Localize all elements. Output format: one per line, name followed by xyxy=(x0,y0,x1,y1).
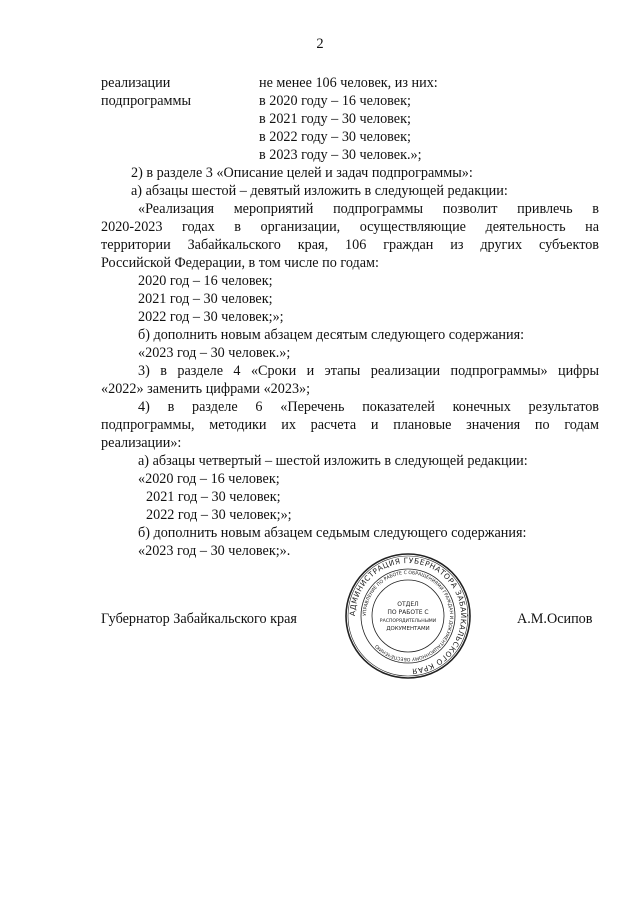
paragraph: а) абзацы четвертый – шестой изложить в следующей редакции: xyxy=(138,453,528,469)
paragraph-line: территории Забайкальского края, 106 граждан из других субъектов xyxy=(101,237,599,253)
official-stamp xyxy=(343,551,473,681)
paragraph-line: реализации»: xyxy=(101,435,182,451)
paragraph-line: подпрограммы, методики их расчета и плановые значения по годам xyxy=(101,417,599,433)
year-line: 2020 год – 16 человек; xyxy=(138,273,273,289)
paragraph-line: 2020-2023 годах в организации, осуществляющие деятельность на xyxy=(101,219,599,235)
stamp-center-line: ПО РАБОТЕ С xyxy=(387,609,429,616)
year-line: «2023 год – 30 человек.»; xyxy=(138,345,291,361)
table-value: в 2022 году – 30 человек; xyxy=(259,129,411,145)
stamp-center-line: ДОКУМЕНТАМИ xyxy=(386,626,430,632)
signatory-title: Губернатор Забайкальского края xyxy=(101,611,297,627)
table-value: в 2023 году – 30 человек.»; xyxy=(259,147,422,163)
paragraph-line: 4) в разделе 6 «Перечень показателей конечных результатов xyxy=(138,399,599,415)
paragraph: б) дополнить новым абзацем седьмым следующего содержания: xyxy=(138,525,527,541)
year-line: «2020 год – 16 человек; xyxy=(138,471,280,487)
year-line: «2023 год – 30 человек;». xyxy=(138,543,291,559)
year-line: 2021 год – 30 человек; xyxy=(146,489,281,505)
stamp-center-line: ОТДЕЛ xyxy=(397,601,419,608)
table-value: в 2021 году – 30 человек; xyxy=(259,111,411,127)
page-number: 2 xyxy=(316,36,324,52)
year-line: 2021 год – 30 человек; xyxy=(138,291,273,307)
paragraph-line: «2022» заменить цифрами «2023»; xyxy=(101,381,311,397)
paragraph-line: 3) в разделе 4 «Сроки и этапы реализации подпрограммы» цифры xyxy=(138,363,599,379)
stamp-center-line: РАСПОРЯДИТЕЛЬНЫМИ xyxy=(379,619,437,624)
stamp-outer-ring-text: АДМИНИСТРАЦИЯ ГУБЕРНАТОРА ЗАБАЙКАЛЬСКОГО КРАЯ xyxy=(347,555,469,676)
table-value: в 2020 году – 16 человек; xyxy=(259,93,411,109)
stamp-inner-ring-text: УПРАВЛЕНИЕ ПО РАБОТЕ С ОБРАЩЕНИЯМИ ГРАЖДАН И ДОКУМЕНТАЦИОННОМУ ОБЕСПЕЧЕНИЮ xyxy=(362,570,454,662)
paragraph-line: «Реализация мероприятий подпрограммы позволит привлечь в xyxy=(138,201,599,217)
paragraph: б) дополнить новым абзацем десятым следующего содержания: xyxy=(138,327,525,343)
paragraph: а) абзацы шестой – девятый изложить в следующей редакции: xyxy=(131,183,508,199)
paragraph: 2) в разделе 3 «Описание целей и задач подпрограммы»: xyxy=(131,165,473,181)
table-value: не менее 106 человек, из них: xyxy=(259,75,438,91)
table-label: реализации xyxy=(101,75,171,91)
table-label: подпрограммы xyxy=(101,93,191,109)
year-line: 2022 год – 30 человек;»; xyxy=(146,507,292,523)
paragraph-line: Российской Федерации, в том числе по годам: xyxy=(101,255,379,271)
year-line: 2022 год – 30 человек;»; xyxy=(138,309,284,325)
signatory-name: А.М.Осипов xyxy=(517,611,593,627)
